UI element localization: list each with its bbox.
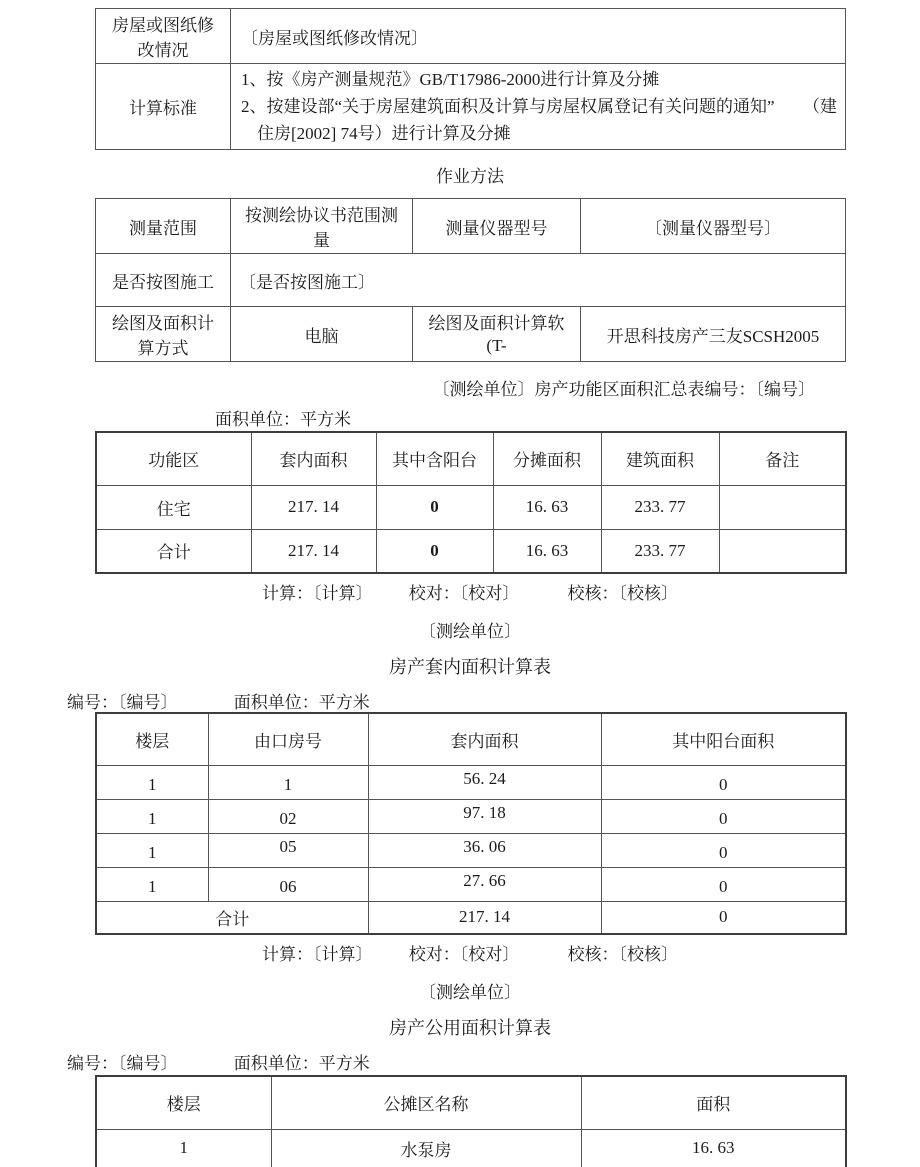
col-function-zone: 功能区: [96, 432, 251, 485]
per-drawing-value: 〔是否按图施工〕: [231, 254, 846, 307]
inner-area-value: 217. 14: [251, 529, 376, 573]
calc-standard-line3: 住房[2002] 74号）进行计算及分摊: [257, 124, 511, 143]
calc-standard-label: 计算标准: [96, 64, 231, 150]
balcony-area-value: 0: [601, 833, 846, 867]
inner-area-table-title: 房产套内面积计算表: [389, 657, 551, 677]
col-balcony-area: 其中阳台面积: [601, 713, 846, 765]
balcony-area-value: 0: [601, 867, 846, 901]
summary-unit-label: 面积单位：平方米: [215, 410, 351, 429]
col-floor: 楼层: [96, 713, 208, 765]
draw-calc-mode-label: 绘图及面积计算方式: [96, 307, 231, 362]
table-row: [96, 485, 846, 529]
col-area: 面积: [581, 1076, 846, 1129]
table-row: [96, 799, 846, 833]
table-row: [96, 833, 846, 867]
document-sheet: [0, 8, 920, 1160]
inner-table-meta: [67, 688, 920, 710]
room-value: 05: [208, 833, 368, 867]
shared-area-value: 16. 63: [493, 529, 601, 573]
col-incl-balcony: 其中含阳台: [376, 432, 493, 485]
public-area-table-title: 房产公用面积计算表: [389, 1018, 551, 1038]
survey-org-placeholder: 〔测绘单位〕: [419, 983, 521, 1002]
col-inner-area: 套内面积: [251, 432, 376, 485]
table-row: [96, 307, 846, 362]
method-table: [95, 198, 846, 362]
summary-table-title: 〔测绘单位〕房产功能区面积汇总表编号：〔编号〕: [432, 380, 815, 399]
table-header-row: [96, 432, 846, 485]
balcony-value: 0: [376, 529, 493, 573]
floor-value: 1: [96, 867, 208, 901]
table-row: [96, 765, 846, 799]
room-value: 02: [208, 799, 368, 833]
table-header-row: [96, 713, 846, 765]
floor-value: 1: [96, 833, 208, 867]
area-unit-label: 面积单位：平方米: [233, 693, 370, 712]
balcony-area-value: 0: [601, 765, 846, 799]
checked-by: 校对：〔校对〕: [408, 945, 520, 964]
revision-label: 房屋或图纸修改情况: [96, 9, 231, 64]
room-value: 06: [208, 867, 368, 901]
note-value: [719, 529, 846, 573]
floor-value: 1: [96, 765, 208, 799]
table-header-row: [96, 1076, 846, 1129]
inner-area-table: [95, 712, 847, 935]
total-inner-area: 217. 14: [368, 901, 601, 934]
total-label: 合计: [96, 901, 368, 934]
table-total-row: [96, 901, 846, 934]
col-note: 备注: [719, 432, 846, 485]
note-value: [719, 485, 846, 529]
table-row: [96, 199, 846, 254]
public-area-table: [95, 1075, 847, 1167]
method-section-heading: 作业方法: [436, 166, 504, 186]
col-room-number: 由口房号: [208, 713, 368, 765]
inner-area-value: 97. 18: [368, 799, 601, 833]
public-table-meta: [67, 1049, 920, 1071]
calc-standard-line1: 1、按《房产测量规范》GB/T17986-2000进行计算及分摊: [241, 70, 660, 89]
area-value: 16. 63: [581, 1129, 846, 1167]
inner-area-value: 217. 14: [251, 485, 376, 529]
doc-number-label: 编号：〔编号〕: [67, 1054, 178, 1073]
draw-calc-mode-value: 电脑: [231, 307, 413, 362]
doc-number-label: 编号：〔编号〕: [67, 693, 178, 712]
room-value: 1: [208, 765, 368, 799]
floor-value: 1: [96, 799, 208, 833]
balcony-value: 0: [376, 485, 493, 529]
table-row: [96, 529, 846, 573]
survey-org-placeholder: 〔测绘单位〕: [419, 622, 521, 641]
col-inner-area: 套内面积: [368, 713, 601, 765]
table-row: [96, 1129, 846, 1167]
calculated-by: 计算：〔计算〕: [262, 584, 373, 603]
col-building-area: 建筑面积: [601, 432, 719, 485]
software-label: 绘图及面积计算软 (T-: [413, 307, 581, 362]
shared-area-value: 16. 63: [493, 485, 601, 529]
function-zone-summary-table: [95, 431, 847, 574]
shared-zone-name: 水泵房: [271, 1129, 581, 1167]
building-area-value: 233. 77: [601, 529, 719, 573]
verified-by: 校核：〔校核〕: [567, 584, 678, 603]
zone-name: 住宅: [96, 485, 251, 529]
inner-area-value: 36. 06: [368, 833, 601, 867]
total-balcony-area: 0: [601, 901, 846, 934]
revision-value: 〔房屋或图纸修改情况〕: [231, 9, 846, 64]
col-floor: 楼层: [96, 1076, 271, 1129]
zone-name: 合计: [96, 529, 251, 573]
balcony-area-value: 0: [601, 799, 846, 833]
checked-by: 校对：〔校对〕: [408, 584, 520, 603]
table-row: [96, 867, 846, 901]
inner-area-value: 56. 24: [368, 765, 601, 799]
col-shared-area: 分摊面积: [493, 432, 601, 485]
table-row: [96, 254, 846, 307]
calc-standard-value: [241, 66, 837, 147]
survey-scope-label: 测量范围: [96, 199, 231, 254]
signature-line: [95, 579, 845, 603]
instrument-model-value: 〔测量仪器型号〕: [581, 199, 846, 254]
per-drawing-label: 是否按图施工: [96, 254, 231, 307]
verified-by: 校核：〔校核〕: [567, 945, 678, 964]
info-table: [95, 8, 846, 150]
calc-standard-line2: 2、按建设部“关于房屋建筑面积及计算与房屋权属登记有关问题的通知” （建: [241, 97, 838, 116]
calculated-by: 计算：〔计算〕: [262, 945, 373, 964]
survey-scope-value: 按测绘协议书范围测量: [231, 199, 413, 254]
signature-line: [95, 940, 845, 964]
area-unit-label: 面积单位：平方米: [233, 1054, 370, 1073]
col-shared-zone-name: 公摊区名称: [271, 1076, 581, 1129]
floor-value: 1: [96, 1129, 271, 1167]
table-row: [96, 64, 846, 150]
table-row: [96, 9, 846, 64]
instrument-model-label: 测量仪器型号: [413, 199, 581, 254]
inner-area-value: 27. 66: [368, 867, 601, 901]
software-value: 开思科技房产三友SCSH2005: [581, 307, 846, 362]
building-area-value: 233. 77: [601, 485, 719, 529]
